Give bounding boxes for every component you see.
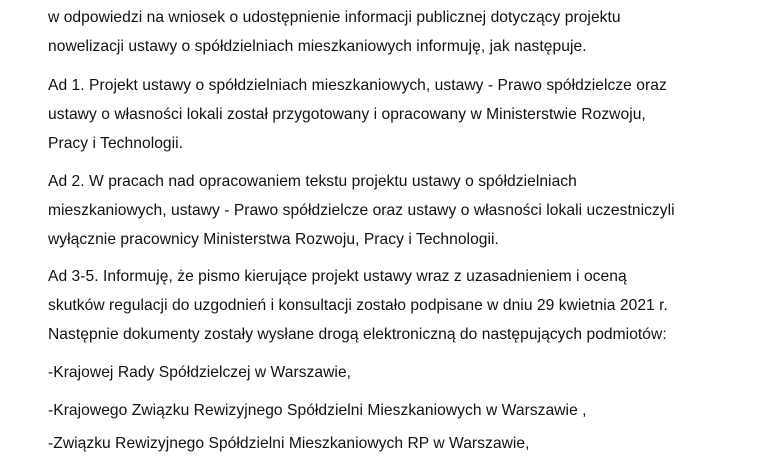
list-item: [48, 358, 351, 387]
text-line: skutków regulacji do uzgodnień i konsultacji zostało podpisane w dniu 29 kwietnia 2021 r.: [48, 297, 668, 314]
paragraph-intro: [48, 3, 621, 61]
text-line: Ad 3-5. Informuję, że pismo kierujące projekt ustawy wraz z uzasadnieniem i oceną: [48, 268, 627, 285]
text-line: Następnie dokumenty zostały wysłane drogą elektroniczną do następujących podmiotów:: [48, 326, 667, 343]
paragraph-ad1: [48, 71, 667, 158]
text-line: ustawy o własności lokali został przygotowany i opracowany w Ministerstwie Rozwoju,: [48, 106, 646, 123]
text-line: nowelizacji ustawy o spółdzielniach mieszkaniowych informuję, jak następuje.: [48, 38, 587, 55]
list-item-text: -Krajowego Związku Rewizyjnego Spółdzielni Mieszkaniowych w Warszawie ,: [48, 402, 587, 419]
text-line: Ad 2. W pracach nad opracowaniem tekstu projektu ustawy o spółdzielniach: [48, 173, 577, 190]
text-line: w odpowiedzi na wniosek o udostępnienie informacji publicznej dotyczący projektu: [48, 9, 621, 26]
paragraph-ad3-5: [48, 262, 668, 349]
text-line: mieszkaniowych, ustawy - Prawo spółdzielcze oraz ustawy o własności lokali uczestniczyli: [48, 202, 675, 219]
list-item-text: -Krajowej Rady Spółdzielczej w Warszawie,: [48, 364, 352, 381]
list-item: [48, 429, 530, 458]
text-line: wyłącznie pracownicy Ministerstwa Rozwoju, Pracy i Technologii.: [48, 231, 499, 248]
list-item: [48, 396, 587, 425]
text-line: Ad 1. Projekt ustawy o spółdzielniach mieszkaniowych, ustawy - Prawo spółdzielcze oraz: [48, 77, 667, 94]
list-item-text: -Związku Rewizyjnego Spółdzielni Mieszkaniowych RP w Warszawie,: [48, 435, 530, 452]
paragraph-ad2: [48, 167, 675, 254]
text-line: Pracy i Technologii.: [48, 135, 184, 152]
